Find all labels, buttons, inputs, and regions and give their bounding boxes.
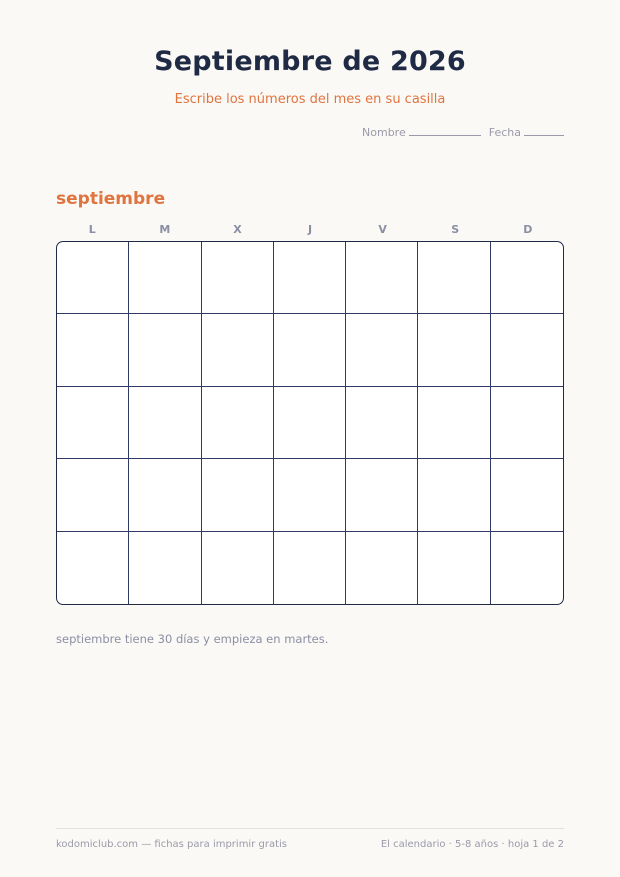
footer-divider [56,828,564,829]
day-cell[interactable] [57,532,129,604]
day-cell[interactable] [346,387,418,459]
day-cell[interactable] [491,532,563,604]
weekday-label: V [378,223,387,236]
day-cell[interactable] [418,387,490,459]
day-cell[interactable] [129,314,201,386]
weekday-label: S [451,223,460,236]
day-cell[interactable] [202,314,274,386]
day-cell[interactable] [202,242,274,314]
day-cell[interactable] [274,459,346,531]
footer-site-text: kodomiclub.com — fichas para imprimir gratis [56,839,288,850]
day-cell[interactable] [491,314,563,386]
day-cell[interactable] [57,459,129,531]
name-label: Nombre [362,126,406,139]
day-cell[interactable] [346,314,418,386]
day-cell[interactable] [418,314,490,386]
weekday-header [56,223,564,236]
weekday-label: L [88,223,96,236]
day-cell[interactable] [491,387,563,459]
day-cell[interactable] [202,459,274,531]
day-cell[interactable] [418,459,490,531]
day-cell[interactable] [129,387,201,459]
day-cell[interactable] [202,532,274,604]
day-cell[interactable] [274,387,346,459]
day-cell[interactable] [57,387,129,459]
name-blank-line [409,134,481,136]
weekday-label: J [307,223,313,236]
day-cell[interactable] [57,314,129,386]
weekday-label: M [159,223,171,236]
day-cell[interactable] [491,242,563,314]
day-cell[interactable] [202,387,274,459]
weekday-label: X [233,223,242,236]
day-cell[interactable] [274,242,346,314]
day-cell[interactable] [491,459,563,531]
day-cell[interactable] [129,532,201,604]
name-field[interactable] [362,126,481,139]
date-label: Fecha [488,126,521,139]
day-cell[interactable] [129,459,201,531]
weekday-label: D [523,223,533,236]
day-cell[interactable] [418,532,490,604]
day-cell[interactable] [274,314,346,386]
student-fields [362,126,564,139]
month-note: septiembre tiene 30 días y empieza en martes. [56,632,329,646]
day-cell[interactable] [418,242,490,314]
day-cell[interactable] [129,242,201,314]
page-subtitle: Escribe los números del mes en su casilla [174,92,446,107]
footer-page-info: El calendario · 5-8 años · hoja 1 de 2 [380,839,564,850]
day-cell[interactable] [346,459,418,531]
month-label: septiembre [56,189,166,209]
day-cell[interactable] [346,532,418,604]
day-cell[interactable] [274,532,346,604]
day-cell[interactable] [57,242,129,314]
day-cell[interactable] [346,242,418,314]
calendar-grid [56,241,564,605]
date-field[interactable] [489,126,564,139]
page-title: Septiembre de 2026 [154,46,466,77]
date-blank-line [524,134,564,136]
